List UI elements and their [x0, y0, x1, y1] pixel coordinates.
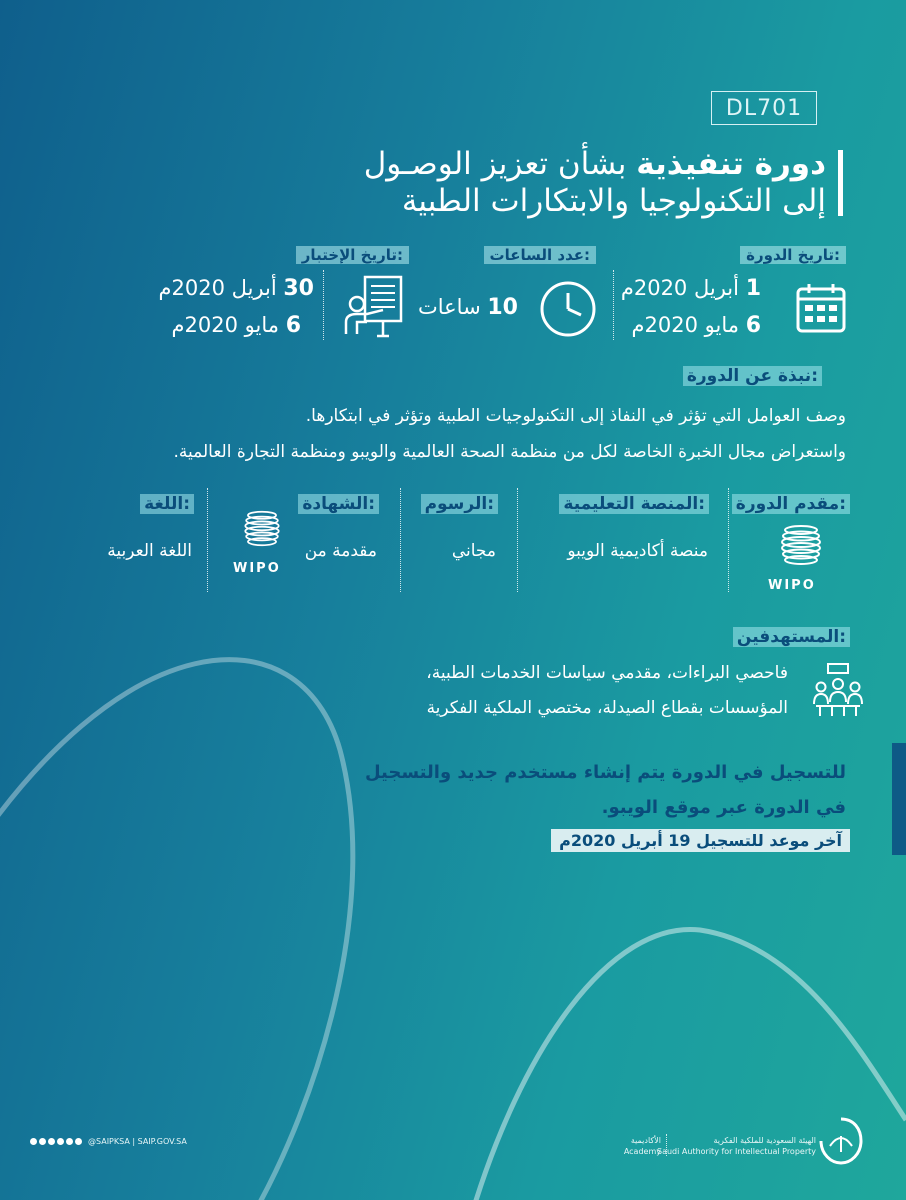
- authority-en: Saudi Authority for Intellectual Property: [657, 1147, 816, 1156]
- provider-label: مقدم الدورة:: [732, 494, 850, 514]
- divider: [613, 270, 615, 340]
- target-line1: فاحصي البراءات، مقدمي سياسات الخدمات الطبية،: [426, 663, 788, 683]
- edge-tab: [892, 743, 906, 855]
- course-date-label: تاريخ الدورة:: [740, 246, 846, 264]
- youtube-icon[interactable]: [48, 1138, 55, 1145]
- title-accent-bar: [838, 150, 843, 216]
- saip-logo-icon: [818, 1116, 864, 1166]
- divider: [728, 488, 730, 592]
- language-value: اللغة العربية: [107, 541, 192, 561]
- wipo-logo-icon: [240, 506, 284, 558]
- registration-deadline: آخر موعد للتسجيل 19 أبريل 2020م: [551, 829, 850, 852]
- target-line2: المؤسسات بقطاع الصيدلة، مختصي الملكية الفكرية: [426, 698, 788, 718]
- divider: [207, 488, 209, 592]
- social-handle-text: @SAIPKSA | SAIP.GOV.SA: [88, 1137, 187, 1146]
- hours-value: 10 ساعات: [417, 295, 518, 320]
- provider-wipo-text: WIPO: [768, 578, 816, 593]
- course-title-line1: [364, 146, 826, 182]
- course-title-rest: بشأن تعزيز الوصـول: [363, 146, 627, 182]
- instagram-icon[interactable]: [57, 1138, 64, 1145]
- academy-block: [624, 1135, 661, 1157]
- academy-en: Academy: [623, 1147, 661, 1156]
- target-label: المستهدفين:: [733, 627, 850, 647]
- fees-label: الرسوم:: [421, 494, 498, 514]
- course-end-date: 6 مايو 2020م: [631, 313, 761, 338]
- clock-icon: [538, 279, 598, 339]
- divider: [323, 270, 325, 340]
- about-label: نبذة عن الدورة:: [683, 366, 822, 386]
- exam-end-date: 6 مايو 2020م: [171, 313, 301, 338]
- wipo-logo-icon: [776, 520, 826, 578]
- linkedin-icon[interactable]: [75, 1138, 82, 1145]
- audience-icon: [812, 662, 864, 718]
- twitter-icon[interactable]: [39, 1138, 46, 1145]
- registration-line1: للتسجيل في الدورة يتم إنشاء مستخدم جديد والتسجيل: [364, 762, 846, 783]
- certificate-label: الشهادة:: [298, 494, 379, 514]
- course-start-date: 1 أبريل 2020م: [620, 276, 761, 301]
- about-line2: واستعراض مجال الخبرة الخاصة لكل من منظمة الصحة العالمية والويبو ومنظمة التجارة العالمية.: [173, 442, 846, 462]
- facebook-icon[interactable]: [30, 1138, 37, 1145]
- course-title-line2: إلى التكنولوجيا والابتكارات الطبية: [401, 183, 826, 219]
- course-code: DL701: [711, 91, 817, 125]
- platform-value: منصة أكاديمية الويبو: [567, 541, 708, 561]
- divider: [400, 488, 402, 592]
- authority-block: [657, 1135, 816, 1157]
- academy-ar: الأكاديمية: [630, 1136, 661, 1145]
- hours-label: عدد الساعات:: [484, 246, 596, 264]
- divider: [517, 488, 519, 592]
- platform-label: المنصة التعليمية:: [559, 494, 709, 514]
- snapchat-icon[interactable]: [66, 1138, 73, 1145]
- registration-line2: في الدورة عبر موقع الويبو.: [601, 797, 846, 818]
- exam-start-date: 30 أبريل 2020م: [158, 276, 314, 301]
- exam-date-label: تاريخ الإختبار:: [296, 246, 409, 264]
- about-line1: وصف العوامل التي تؤثر في النفاذ إلى التكنولوجيات الطبية وتؤثر في ابتكارها.: [305, 406, 846, 426]
- fees-value: مجاني: [451, 541, 496, 561]
- certificate-wipo-text: WIPO: [233, 561, 281, 576]
- social-icons: [30, 1138, 82, 1145]
- course-title-bold: دورة تنفيذية: [636, 146, 826, 182]
- exam-icon: [343, 274, 407, 338]
- certificate-value: مقدمة من: [304, 541, 377, 561]
- authority-ar: الهيئة السعودية للملكية الفكرية: [713, 1136, 816, 1145]
- language-label: اللغة:: [140, 494, 194, 514]
- calendar-icon: [795, 282, 847, 334]
